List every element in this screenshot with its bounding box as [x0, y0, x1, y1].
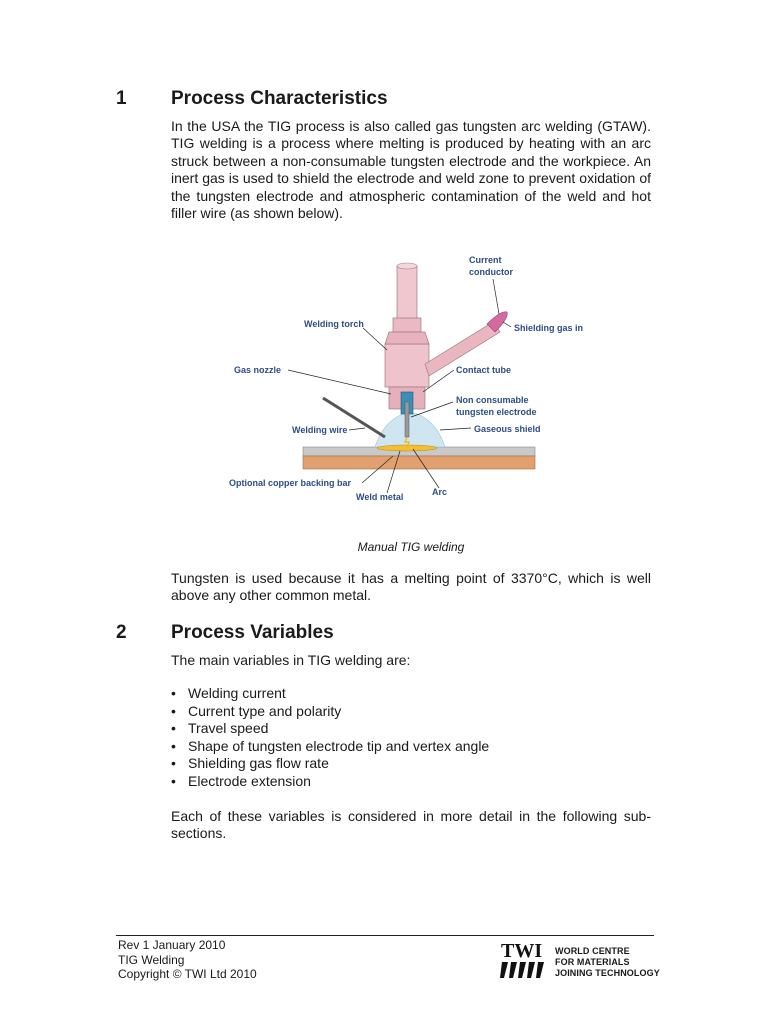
list-item: • Welding current — [171, 685, 489, 703]
list-item: • Shape of tungsten electrode tip and vertex angle — [171, 738, 489, 756]
tungsten-electrode — [405, 402, 409, 437]
section-number: 1 — [116, 88, 127, 109]
section-title: Process Characteristics — [171, 88, 388, 109]
intro-paragraph: In the USA the TIG process is also called gas tungsten arc welding (GTAW). TIG welding is a process where melting is produced by heating with an arc struck between a non-consumable tungsten electrode and the workpiece. An inert gas is used to shield the electrode and weld zone to prevent oxidation of the tungsten electrode and atmospheric contamination of the weld and hot filler wire (as shown below). — [171, 118, 651, 222]
list-item: • Electrode extension — [171, 773, 489, 791]
gaseous-shield — [375, 412, 445, 447]
label-welding-wire: Welding wire — [292, 425, 348, 435]
figure-caption: Manual TIG welding — [357, 540, 465, 554]
closing-paragraph: Each of these variables is considered in more detail in the following sub-sections. — [171, 808, 651, 842]
section-title: Process Variables — [171, 622, 334, 643]
label-arc: Arc — [432, 487, 448, 497]
label-gas-nozzle: Gas nozzle — [234, 365, 282, 375]
label-copper-backing-bar: Optional copper backing bar — [229, 478, 352, 488]
tig-welding-diagram — [225, 252, 595, 510]
footer-copyright: Copyright © TWI Ltd 2010 — [118, 967, 257, 981]
list-item: • Current type and polarity — [171, 703, 489, 721]
logo-line: FOR MATERIALS — [555, 957, 630, 967]
footer-divider — [116, 935, 654, 936]
footer-revision: Rev 1 January 2010 — [118, 938, 226, 952]
list-item: • Shielding gas flow rate — [171, 755, 489, 773]
torch-body — [385, 344, 429, 387]
label-shielding-gas-in: Shielding gas in — [514, 323, 584, 333]
variables-intro: The main variables in TIG welding are: — [171, 652, 411, 668]
label-non-consumable: Non consumable — [456, 395, 529, 405]
variables-list — [171, 685, 489, 791]
list-item: • Travel speed — [171, 720, 489, 738]
label-contact-tube: Contact tube — [456, 365, 511, 375]
logo-tagline — [555, 946, 660, 979]
label-tungsten-electrode: tungsten electrode — [456, 407, 537, 417]
section-number: 2 — [116, 622, 127, 643]
label-welding-torch: Welding torch — [304, 319, 364, 329]
logo-line: JOINING TECHNOLOGY — [555, 968, 660, 978]
label-weld-metal: Weld metal — [356, 492, 404, 502]
label-current: Current — [469, 255, 502, 265]
melting-point-paragraph: Tungsten is used because it has a melting point of 3370°C, which is well above any other common metal. — [171, 570, 651, 604]
logo-text: TWI — [501, 940, 543, 962]
logo-line: WORLD CENTRE — [555, 946, 630, 956]
footer-document: TIG Welding — [118, 952, 185, 967]
label-gaseous-shield: Gaseous shield — [474, 424, 541, 434]
torch-cap — [397, 266, 417, 320]
label-conductor: conductor — [469, 267, 513, 277]
footer-info — [118, 938, 257, 982]
